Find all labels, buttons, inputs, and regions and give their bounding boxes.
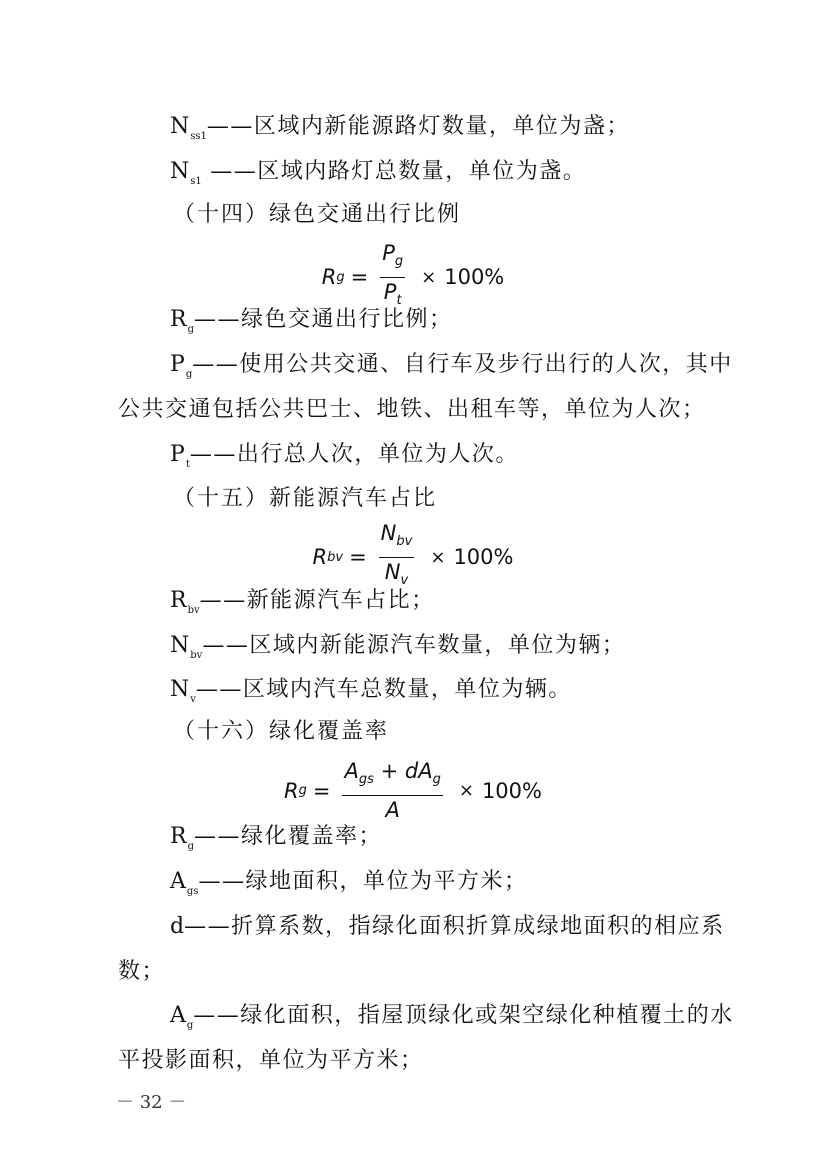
formula-green-travel bbox=[0, 240, 826, 314]
symbol: N bbox=[170, 114, 190, 139]
times-sign: × bbox=[458, 780, 474, 801]
percent: 100% bbox=[453, 545, 514, 569]
symbol-subscript: bv bbox=[187, 605, 200, 616]
symbol: A bbox=[170, 1003, 186, 1028]
section-heading-15: （十五）新能源汽车占比 bbox=[173, 486, 438, 511]
symbol-subscript: bv bbox=[190, 650, 203, 661]
definition-nv bbox=[0, 675, 826, 715]
equals-sign: = bbox=[350, 265, 369, 289]
fraction-numerator: $P_g$ bbox=[380, 240, 405, 278]
definition-text: ——出行总人次，单位为人次。 bbox=[189, 442, 519, 467]
section-heading-16: （十六）绿化覆盖率 bbox=[173, 719, 390, 744]
paragraph-continuation: 平投影面积，单位为平方米； bbox=[118, 1048, 424, 1073]
definition-text: ——区域内新能源汽车数量，单位为辆； bbox=[202, 633, 626, 658]
section-heading-14: （十四）绿色交通出行比例 bbox=[173, 202, 462, 227]
symbol: N bbox=[170, 677, 190, 702]
definition-ns1 bbox=[0, 157, 826, 197]
definition-ag bbox=[0, 1001, 826, 1041]
formula-new-energy-vehicles bbox=[0, 520, 826, 594]
fraction bbox=[380, 240, 405, 314]
fraction-numerator: $A_{gs} + dA_g$ bbox=[342, 758, 442, 796]
fraction-denominator: $N_v$ bbox=[384, 560, 409, 588]
formula-lhs: R bbox=[284, 778, 299, 803]
symbol: A bbox=[170, 869, 186, 894]
fraction bbox=[342, 758, 442, 823]
definition-pt bbox=[0, 440, 826, 480]
formula-lhs: R bbox=[321, 265, 337, 289]
definition-text: ——新能源汽车占比； bbox=[199, 588, 435, 613]
definition-d bbox=[0, 912, 826, 942]
definition-text: ——绿化面积，指屋顶绿化或架空绿化种植覆土的水 bbox=[193, 1003, 734, 1028]
equals-sign: = bbox=[349, 545, 367, 569]
symbol: R bbox=[170, 307, 187, 332]
definition-text: ——使用公共交通、自行车及步行出行的人次，其中 bbox=[192, 352, 733, 377]
definition-text: ——区域内汽车总数量，单位为辆。 bbox=[195, 677, 572, 702]
definition-nss1 bbox=[0, 112, 826, 152]
symbol-subscript: ss1 bbox=[190, 131, 207, 142]
definition-text: ——折算系数，指绿化面积折算成绿地面积的相应系 bbox=[184, 914, 725, 939]
definition-rbv bbox=[0, 586, 826, 626]
percent: 100% bbox=[481, 778, 542, 803]
symbol-subscript: gs bbox=[186, 886, 199, 897]
formula-lhs-sub: bv bbox=[327, 549, 344, 565]
symbol-subscript: t bbox=[185, 459, 190, 470]
definition-pg bbox=[0, 350, 826, 390]
definition-ags bbox=[0, 867, 826, 907]
symbol: R bbox=[170, 824, 187, 849]
symbol: N bbox=[170, 633, 190, 658]
definition-nbv bbox=[0, 631, 826, 671]
symbol-subscript: g bbox=[187, 841, 194, 852]
symbol: d bbox=[170, 914, 185, 939]
symbol: N bbox=[170, 159, 190, 184]
formula-lhs-sub: g bbox=[336, 269, 345, 285]
formula-lhs-sub: g bbox=[298, 783, 307, 798]
percent: 100% bbox=[444, 265, 505, 289]
formula-lhs: R bbox=[312, 545, 328, 569]
fraction-numerator: $N_{bv}$ bbox=[379, 520, 415, 558]
fraction-denominator: $P_t$ bbox=[383, 280, 402, 308]
symbol-subscript: g bbox=[187, 324, 194, 335]
symbol-subscript: g bbox=[185, 369, 193, 380]
definition-text: ——区域内路灯总数量，单位为盏。 bbox=[201, 159, 587, 184]
fraction-denominator: A bbox=[385, 798, 400, 822]
definition-text: ——绿化覆盖率； bbox=[193, 824, 382, 849]
page-number: － 32 － bbox=[116, 1092, 187, 1113]
paragraph-continuation: 公共交通包括公共巴士、地铁、出租车等，单位为人次； bbox=[118, 397, 706, 422]
definition-text: ——绿色交通出行比例； bbox=[193, 307, 453, 332]
symbol: R bbox=[170, 588, 187, 613]
times-sign: × bbox=[430, 546, 446, 568]
definition-text: ——区域内新能源路灯数量，单位为盏； bbox=[206, 114, 630, 139]
symbol: P bbox=[170, 352, 185, 377]
symbol-subscript: g bbox=[186, 1020, 194, 1031]
definition-rg bbox=[0, 305, 826, 345]
symbol-subscript: v bbox=[190, 694, 196, 705]
definition-rg-coverage bbox=[0, 822, 826, 862]
symbol-subscript: s1 bbox=[190, 176, 202, 187]
formula-green-coverage bbox=[0, 758, 826, 823]
definition-text: ——绿地面积，单位为平方米； bbox=[198, 869, 528, 894]
times-sign: × bbox=[421, 266, 437, 288]
symbol: P bbox=[170, 442, 185, 467]
equals-sign: = bbox=[312, 778, 331, 803]
fraction bbox=[379, 520, 415, 594]
paragraph-continuation: 数； bbox=[118, 959, 166, 984]
